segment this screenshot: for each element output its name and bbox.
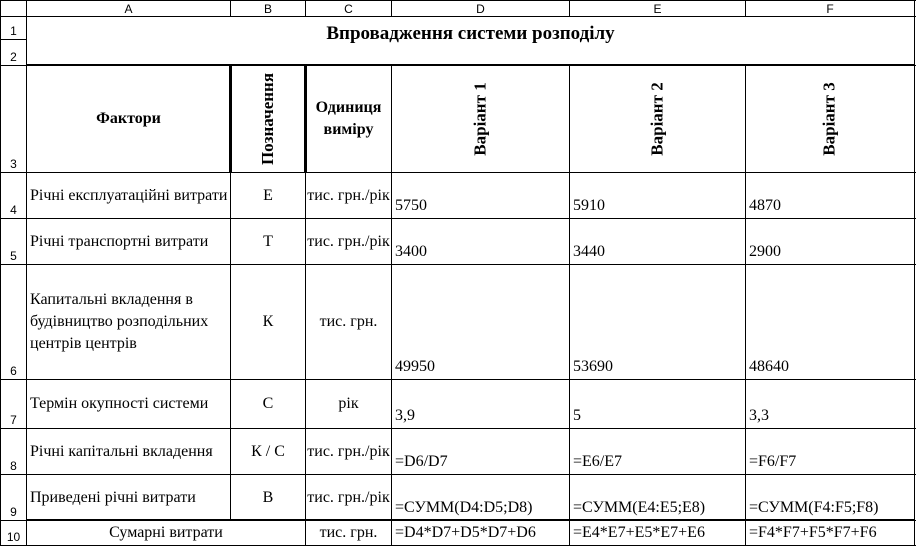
cell-d7[interactable]: 3,9 xyxy=(395,407,415,424)
grid-line xyxy=(0,0,1,546)
grid-line xyxy=(391,65,392,546)
cell-e6[interactable]: 53690 xyxy=(573,358,613,375)
cell-b6[interactable]: К xyxy=(262,313,274,330)
table-border xyxy=(26,64,915,66)
row-header-6[interactable]: 6 xyxy=(1,265,26,379)
header-variant-2[interactable] xyxy=(570,66,745,172)
cell-b7[interactable]: С xyxy=(262,395,274,412)
cell-d9[interactable]: =СУММ(D4:D5;D8) xyxy=(395,499,533,516)
cell-c5[interactable]: тис. грн./рік xyxy=(307,232,390,250)
cell-e8[interactable]: =E6/E7 xyxy=(573,453,623,470)
cell-c8[interactable]: тис. грн./рік xyxy=(307,442,390,460)
cell-d5[interactable]: 3400 xyxy=(395,243,427,260)
header-unit[interactable]: Одиниця виміру xyxy=(315,99,382,138)
header-designation-label: Позначення xyxy=(258,72,277,166)
grid-line xyxy=(569,0,570,17)
column-header-a[interactable]: A xyxy=(27,1,230,16)
column-header-c[interactable]: C xyxy=(306,1,391,16)
cell-a7[interactable]: Термін окупності системи xyxy=(30,395,209,412)
cell-e10[interactable]: =E4*E7+E5*E7+E6 xyxy=(573,524,705,541)
cell-f7[interactable]: 3,3 xyxy=(749,407,769,424)
column-header-f[interactable]: F xyxy=(746,1,914,16)
cell-a6[interactable]: Капитальні вкладення в будівництво розподільних центрів центрів xyxy=(30,291,209,352)
grid-line xyxy=(0,16,916,17)
cell-a9[interactable]: Приведені річні витрати xyxy=(30,488,196,506)
row-header-7[interactable]: 7 xyxy=(1,380,26,428)
header-variant-1[interactable] xyxy=(392,66,569,172)
column-header-e[interactable]: E xyxy=(570,1,745,16)
cell-e7[interactable]: 5 xyxy=(573,407,581,424)
grid-line xyxy=(230,0,231,17)
cell-f6[interactable]: 48640 xyxy=(749,358,789,375)
row-header-4[interactable]: 4 xyxy=(1,173,26,218)
cell-f5[interactable]: 2900 xyxy=(749,243,781,260)
cell-f10[interactable]: =F4*F7+F5*F7+F6 xyxy=(749,524,877,541)
cell-b8[interactable]: К / С xyxy=(251,442,285,460)
cell-c10[interactable]: тис. грн. xyxy=(319,524,378,541)
cell-e4[interactable]: 5910 xyxy=(573,197,605,214)
grid-line xyxy=(0,428,916,429)
cell-c9[interactable]: тис. грн./рік xyxy=(307,488,390,506)
column-header-d[interactable]: D xyxy=(392,1,569,16)
row-header-9[interactable]: 9 xyxy=(1,475,26,520)
row-header-8[interactable]: 8 xyxy=(1,429,26,474)
header-variant-1-label: Варіант 1 xyxy=(470,82,490,156)
row-header-3[interactable]: 3 xyxy=(1,66,26,172)
grid-line xyxy=(569,65,570,546)
cell-b9[interactable]: В xyxy=(262,488,274,506)
cell-b4[interactable]: Е xyxy=(263,186,273,204)
cell-a10-total-label[interactable]: Сумарні витрати xyxy=(109,524,223,541)
cell-f8[interactable]: =F6/F7 xyxy=(749,453,797,470)
cell-f4[interactable]: 4870 xyxy=(749,197,781,214)
grid-line xyxy=(0,39,27,40)
table-border xyxy=(304,65,307,173)
column-header-corner[interactable] xyxy=(1,1,26,16)
table-border xyxy=(229,65,232,173)
row-header-2[interactable]: 2 xyxy=(1,40,26,65)
cell-d10[interactable]: =D4*D7+D5*D7+D6 xyxy=(395,524,536,541)
cell-d4[interactable]: 5750 xyxy=(395,197,427,214)
grid-line xyxy=(745,65,746,546)
grid-line xyxy=(0,218,916,219)
cell-c6[interactable]: тис. грн. xyxy=(319,313,378,330)
header-variant-2-label: Варіант 2 xyxy=(647,82,667,156)
cell-a5[interactable]: Річні транспортні витрати xyxy=(30,232,209,250)
row-header-5[interactable]: 5 xyxy=(1,219,26,264)
column-header-b[interactable]: B xyxy=(231,1,305,16)
grid-line xyxy=(745,0,746,17)
header-designation[interactable] xyxy=(231,66,305,172)
grid-line xyxy=(26,0,27,546)
cell-e5[interactable]: 3440 xyxy=(573,243,605,260)
row-header-10[interactable]: 10 xyxy=(1,521,26,545)
cell-d8[interactable]: =D6/D7 xyxy=(395,453,448,470)
grid-line xyxy=(391,0,392,17)
table-border xyxy=(26,519,915,521)
cell-a8[interactable]: Річні капітальні вкладення xyxy=(30,442,213,460)
header-variant-3[interactable] xyxy=(746,66,914,172)
cell-a4[interactable]: Річні експлуатаційні витрати xyxy=(30,186,228,204)
cell-c4[interactable]: тис. грн./рік xyxy=(307,186,390,204)
cell-c7[interactable]: рік xyxy=(338,395,359,412)
grid-line xyxy=(914,0,915,546)
header-variant-3-label: Варіант 3 xyxy=(819,82,839,156)
grid-line xyxy=(0,0,916,1)
grid-line xyxy=(0,379,916,380)
grid-line xyxy=(305,0,306,17)
header-factors[interactable]: Фактори xyxy=(96,110,161,127)
row-header-1[interactable]: 1 xyxy=(1,17,26,39)
sheet-title[interactable]: Впровадження системи розподілу xyxy=(326,23,615,44)
cell-b5[interactable]: Т xyxy=(263,232,273,250)
cell-d6[interactable]: 49950 xyxy=(395,358,435,375)
cell-f9[interactable]: =СУММ(F4:F5;F8) xyxy=(749,499,879,516)
grid-line xyxy=(0,172,916,173)
cell-e9[interactable]: =СУММ(E4:E5;E8) xyxy=(573,499,706,516)
grid-line xyxy=(0,264,916,265)
grid-line xyxy=(0,474,916,475)
